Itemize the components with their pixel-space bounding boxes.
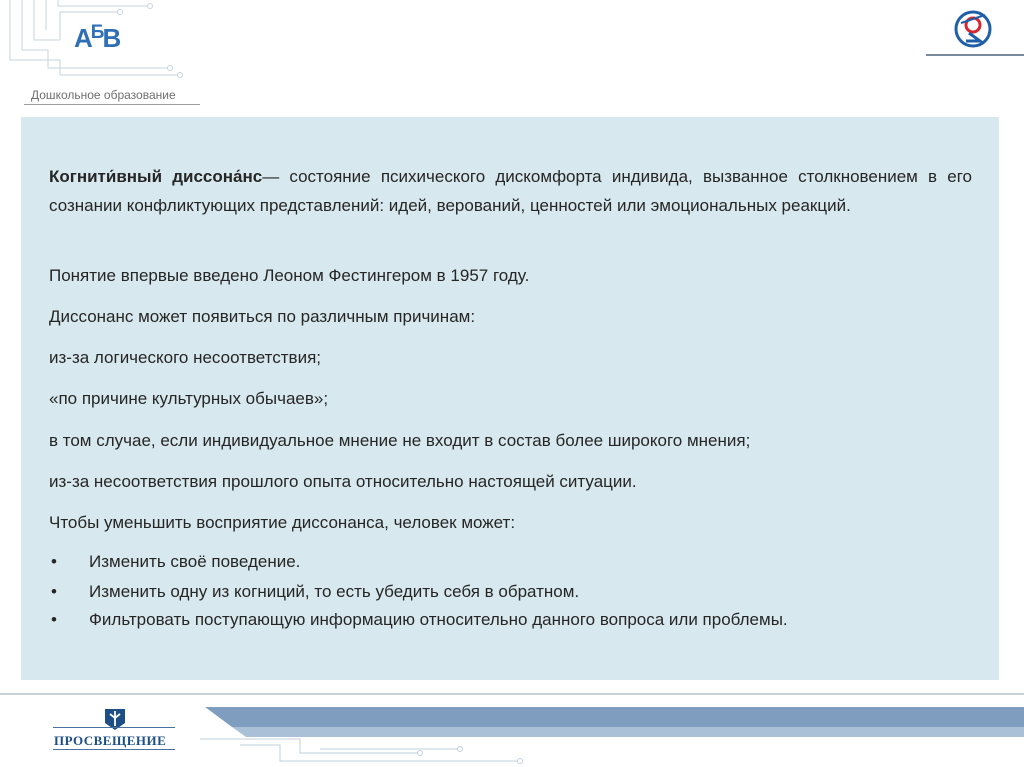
paragraph-cause-experience: из-за несоответствия прошлого опыта относительно настоящей ситуации. — [49, 472, 637, 491]
content-panel — [21, 117, 999, 680]
list-item-text: Фильтровать поступающую информацию относительно данного вопроса или проблемы. — [89, 610, 788, 629]
header-subtitle: Дошкольное образование — [31, 88, 176, 102]
publisher-rule-bottom — [53, 749, 175, 750]
definition-term: Когнити́вный диссона́нс — [49, 167, 263, 186]
bullet-icon: • — [51, 552, 57, 571]
emblem-logo-icon — [953, 9, 993, 49]
bullet-icon: • — [51, 582, 57, 601]
paragraph-causes-intro: Диссонанс может появиться по различным причинам: — [49, 307, 476, 326]
header-right-divider — [926, 54, 1024, 56]
paragraph-reduce-intro: Чтобы уменьшить восприятие диссонанса, человек может: — [49, 513, 516, 532]
paragraph-cause-cultural: «по причине культурных обычаев»; — [49, 389, 329, 408]
header-divider — [24, 104, 200, 105]
definition-paragraph — [49, 162, 972, 220]
footer-decoration — [0, 693, 1024, 767]
list-item-text: Изменить своё поведение. — [89, 552, 301, 571]
bullet-icon: • — [51, 610, 57, 629]
paragraph-festinger: Понятие впервые введено Леоном Фестингером в 1957 году. — [49, 266, 530, 285]
paragraph-cause-logical: из-за логического несоответствия; — [49, 348, 322, 367]
publisher-name: ПРОСВЕЩЕНИЕ — [54, 733, 167, 748]
paragraph-cause-opinion: в том случае, если индивидуальное мнение не входит в состав более широкого мнения; — [49, 431, 751, 450]
abv-logo: $А^БВ$ — [74, 22, 121, 53]
publisher-rule-top — [53, 727, 175, 728]
list-item-text: Изменить одну из когниций, то есть убедить себя в обратном. — [89, 582, 580, 601]
definition-text: — состояние психического дискомфорта индивида, вызванное столкновением в его сознании конфликтующих представлений: идей, верований, ценностей или эмоциональных реакций. — [49, 167, 972, 215]
